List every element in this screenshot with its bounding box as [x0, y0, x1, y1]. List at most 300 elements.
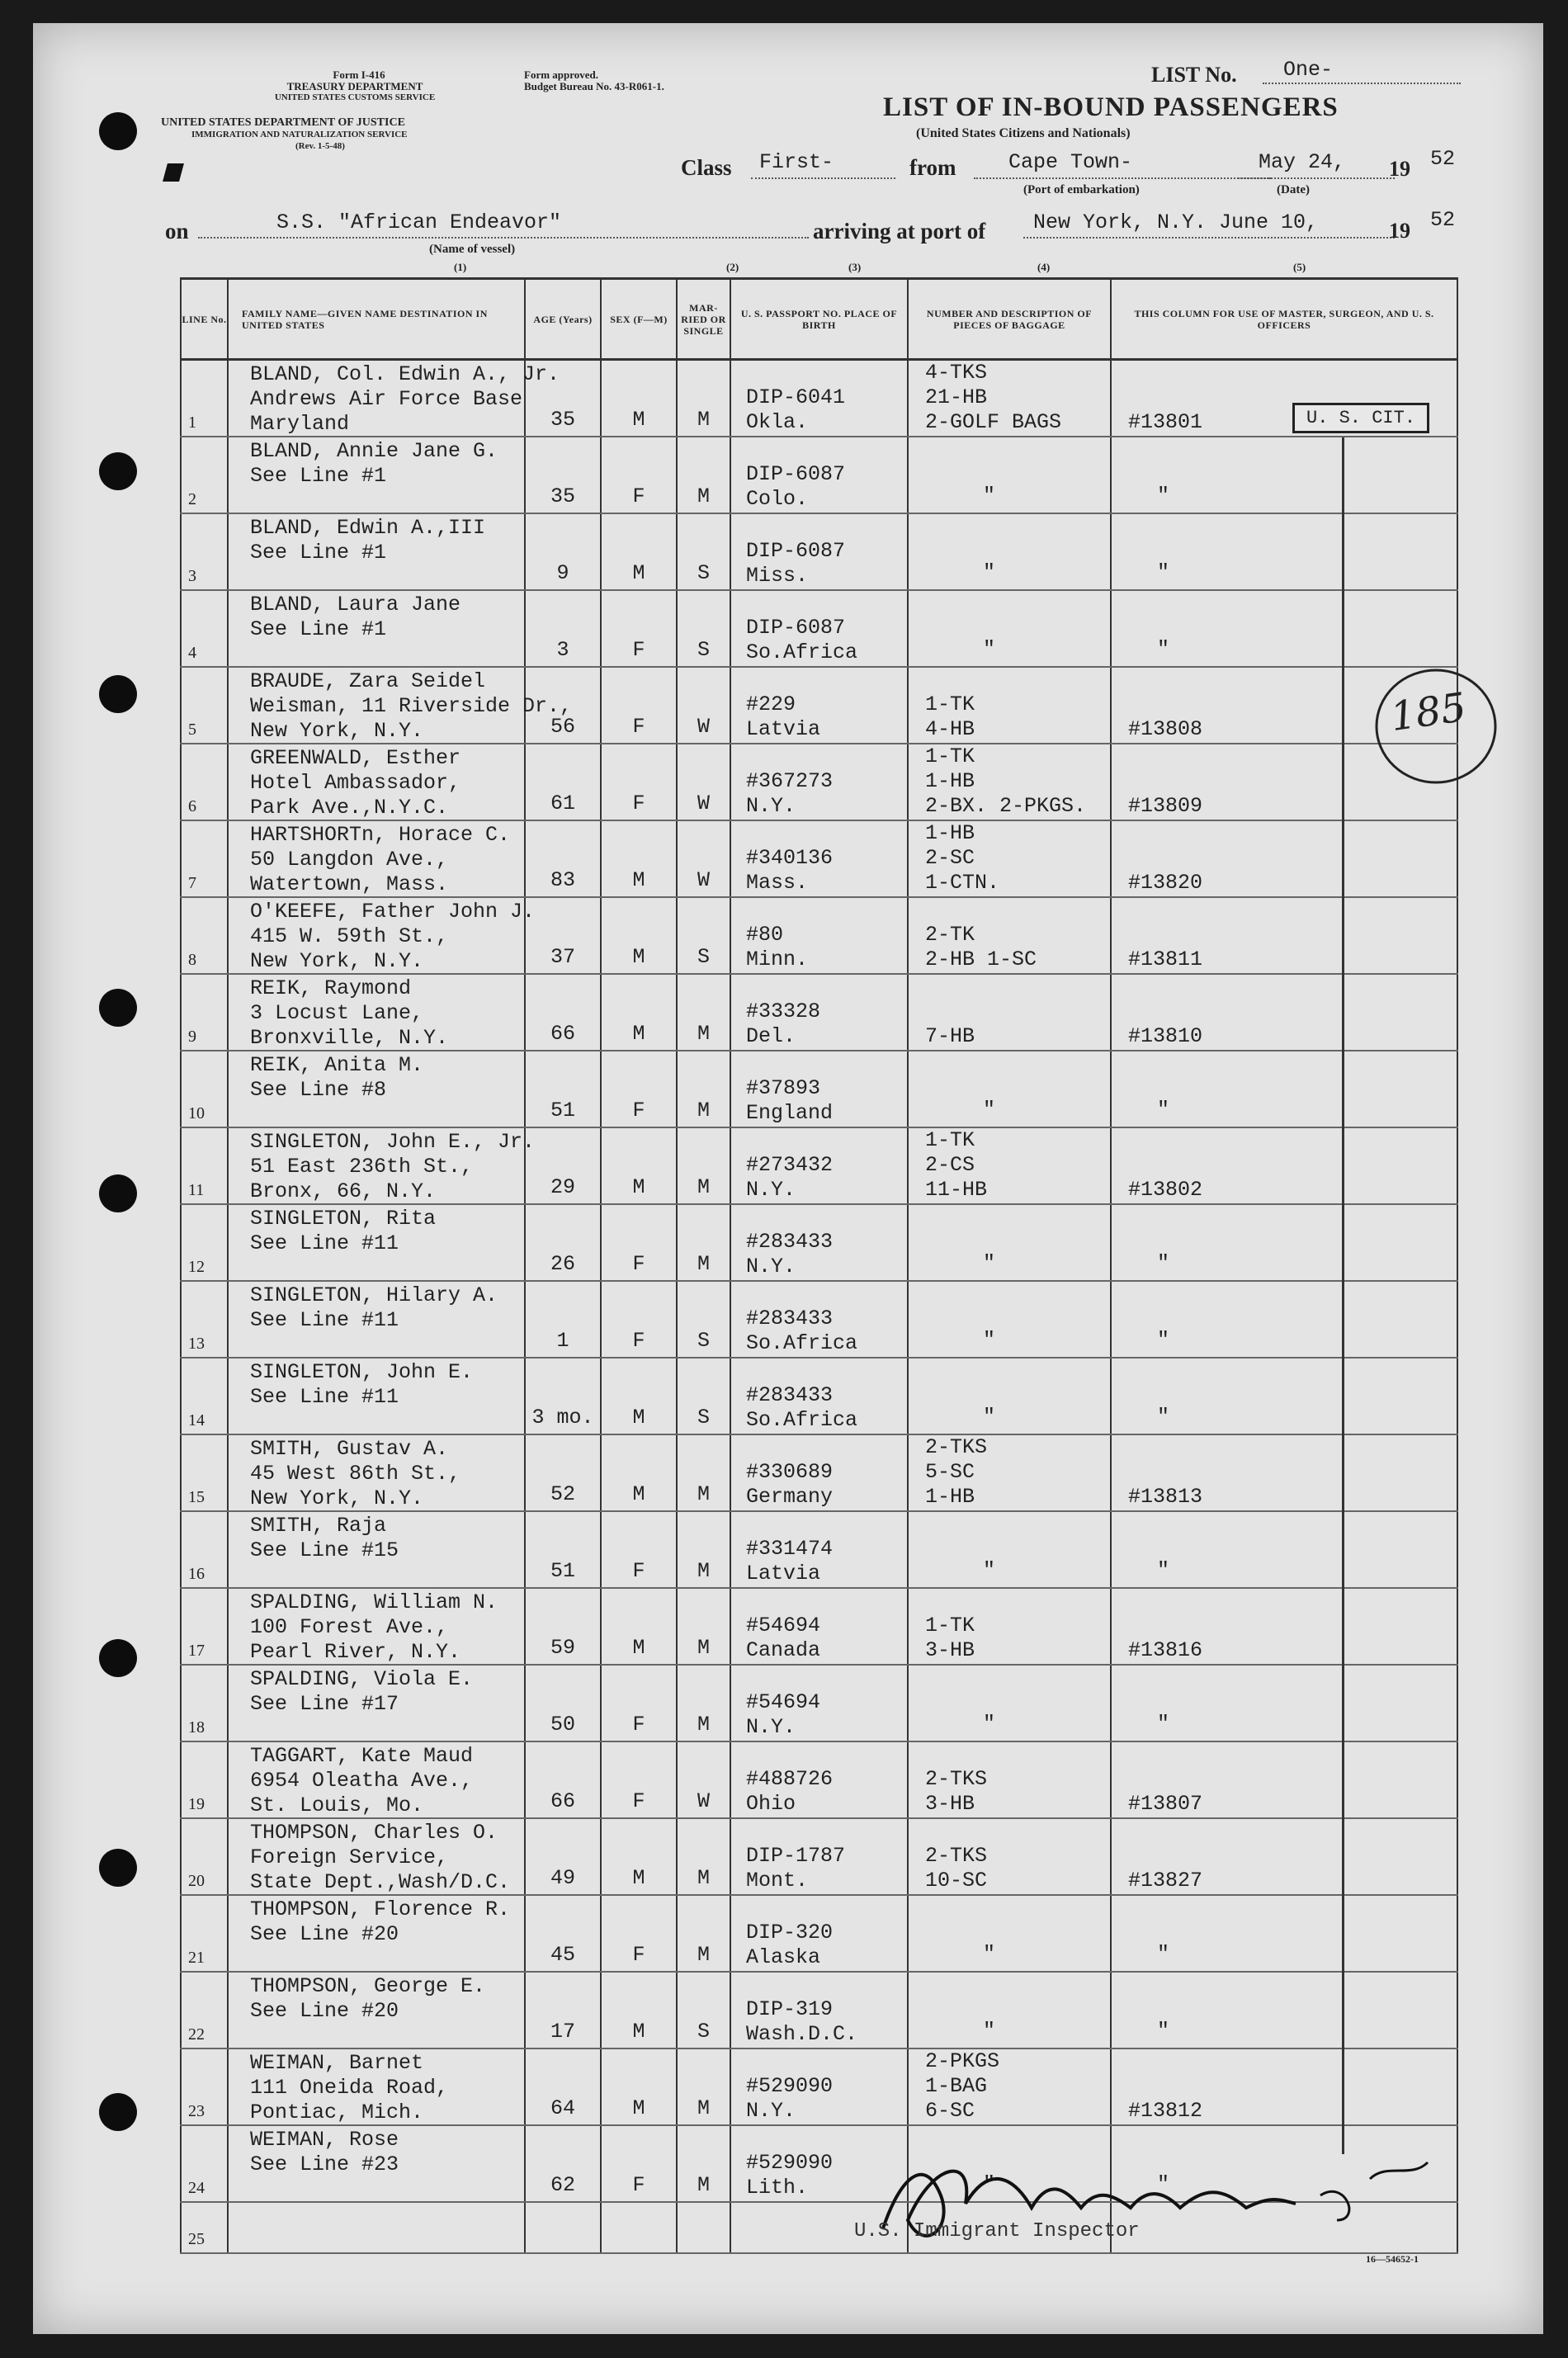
baggage-cell [908, 667, 1111, 744]
sex-value: M [632, 2020, 645, 2044]
marital-cell [677, 1434, 730, 1511]
table-row [181, 590, 1457, 667]
baggage-cell [908, 1818, 1111, 1895]
age-cell [525, 1127, 601, 1204]
sex-value: M [632, 868, 645, 892]
birthplace: Germany [746, 1485, 834, 1509]
sex-cell [601, 1511, 677, 1588]
baggage-line: " [983, 2172, 996, 2196]
officer-note: " [1157, 1405, 1170, 1429]
form-number: Form I-416 [333, 69, 385, 81]
line-number-cell [181, 360, 228, 437]
age-cell [525, 1895, 601, 1972]
table-row [181, 667, 1457, 744]
baggage-cell [908, 1741, 1111, 1818]
baggage-line: " [983, 1328, 996, 1352]
line-number: 11 [188, 1181, 205, 1199]
destination-line: See Line #23 [250, 2152, 399, 2176]
passport-number: DIP-6087 [746, 616, 846, 640]
sex-cell [601, 1358, 677, 1434]
officer-note: " [1157, 560, 1170, 584]
passport-number: #283433 [746, 1307, 834, 1330]
table-row [181, 1204, 1457, 1281]
age-value: 66 [550, 1789, 575, 1813]
col-header-baggage: NUMBER AND DESCRIPTION OF PIECES OF BAGGAGE [908, 279, 1111, 360]
marital-cell [677, 437, 730, 513]
line-number: 6 [188, 797, 196, 815]
sex-cell [601, 820, 677, 897]
marital-value: S [697, 2020, 710, 2044]
name-cell [228, 1204, 525, 1281]
destination-line: See Line #15 [250, 1538, 399, 1562]
sex-value: M [632, 945, 645, 969]
age-value: 56 [550, 715, 575, 739]
age-cell [525, 1358, 601, 1434]
baggage-line: 1-CTN. [925, 871, 1000, 895]
passport-number: #283433 [746, 1383, 834, 1407]
print-code: 16—54652-1 [1366, 2253, 1419, 2265]
officer-note: " [1157, 637, 1170, 661]
on-label: on [165, 219, 189, 243]
table-row [181, 360, 1457, 437]
passport-cell [730, 744, 908, 820]
officer-cell [1111, 1434, 1457, 1511]
age-cell [525, 1818, 601, 1895]
destination-line: 45 West 86th St., [250, 1462, 461, 1486]
passenger-name: WEIMAN, Rose [250, 2128, 399, 2152]
from-label: from [909, 155, 956, 180]
passport-number: #33328 [746, 999, 821, 1023]
age-value: 37 [550, 945, 575, 969]
line-number: 15 [188, 1488, 205, 1506]
age-value: 52 [550, 1482, 575, 1506]
officer-note: #13809 [1128, 794, 1203, 818]
destination-line: Pontiac, Mich. [250, 2100, 424, 2124]
passenger-name: THOMPSON, Florence R. [250, 1897, 511, 1921]
destination-line: See Line #11 [250, 1231, 399, 1255]
age-cell [525, 1281, 601, 1358]
age-value: 50 [550, 1713, 575, 1737]
destination-line: 6954 Oleatha Ave., [250, 1769, 474, 1793]
list-no-value: One- [1283, 58, 1334, 82]
baggage-line: " [983, 484, 996, 508]
baggage-cell [908, 1127, 1111, 1204]
table-row [181, 1665, 1457, 1741]
officer-note: #13816 [1128, 1638, 1203, 1662]
col-header-line-no: LINE No. [181, 279, 228, 360]
baggage-cell [908, 513, 1111, 590]
passport-number: #529090 [746, 2074, 834, 2098]
line-number: 4 [188, 644, 196, 662]
sex-cell [601, 1588, 677, 1665]
destination-line: Andrews Air Force Base [250, 387, 523, 411]
age-cell [525, 2202, 601, 2253]
passport-number: #529090 [746, 2151, 834, 2175]
passenger-name: BLAND, Laura Jane [250, 593, 461, 617]
marital-cell [677, 820, 730, 897]
sex-value: F [632, 1329, 645, 1353]
name-cell [228, 2048, 525, 2125]
passenger-name: BRAUDE, Zara Seidel [250, 669, 486, 693]
col-header-sex: SEX (F—M) [601, 279, 677, 360]
officer-note: " [1157, 2172, 1170, 2196]
passenger-name: REIK, Anita M. [250, 1053, 424, 1077]
birthplace: Alaska [746, 1945, 821, 1969]
birthplace: N.Y. [746, 2099, 796, 2123]
birthplace: So.Africa [746, 1331, 858, 1355]
marital-value: M [697, 484, 710, 508]
age-value: 61 [550, 792, 575, 815]
passenger-name: HARTSHORTn, Horace C. [250, 823, 511, 847]
officer-cell [1111, 1972, 1457, 2048]
destination-line: New York, N.Y. [250, 949, 424, 973]
passport-number: DIP-6087 [746, 539, 846, 563]
col-header-married: MAR-RIED OR SINGLE [677, 279, 730, 360]
baggage-line: 10-SC [925, 1869, 988, 1893]
destination-line: Pearl River, N.Y. [250, 1640, 461, 1664]
name-cell [228, 590, 525, 667]
officer-cell [1111, 1358, 1457, 1434]
sex-cell [601, 1972, 677, 2048]
marital-value: M [697, 1175, 710, 1199]
marital-cell [677, 974, 730, 1051]
age-cell [525, 667, 601, 744]
line-number: 14 [188, 1411, 205, 1429]
line-number-cell [181, 820, 228, 897]
baggage-cell [908, 1281, 1111, 1358]
officer-cell [1111, 1741, 1457, 1818]
sex-value: F [632, 1713, 645, 1737]
treasury-label: TREASURY DEPARTMENT [286, 80, 423, 92]
sex-value: M [632, 1022, 645, 1046]
sex-value: M [632, 1866, 645, 1890]
birthplace: Latvia [746, 717, 821, 741]
passenger-name: SPALDING, Viola E. [250, 1667, 474, 1691]
age-value: 9 [556, 561, 569, 585]
port-embarkation: Cape Town- [1008, 150, 1133, 174]
marital-value: M [697, 2096, 710, 2120]
destination-line: Weisman, 11 Riverside Dr., [250, 694, 573, 718]
marital-value: M [697, 1099, 710, 1122]
sex-cell [601, 590, 677, 667]
marital-value: M [697, 1713, 710, 1737]
birthplace: So.Africa [746, 640, 858, 664]
baggage-line: 1-HB [925, 1485, 975, 1509]
name-cell [228, 1818, 525, 1895]
sex-value: F [632, 1789, 645, 1813]
name-cell [228, 820, 525, 897]
marital-cell [677, 1051, 730, 1127]
line-number: 5 [188, 721, 196, 739]
marital-cell [677, 513, 730, 590]
passenger-name: REIK, Raymond [250, 976, 412, 1000]
date-line [1238, 177, 1395, 179]
line-number: 16 [188, 1565, 205, 1583]
col-header-name: FAMILY NAME—GIVEN NAME DESTINATION IN UNITED STATES [228, 279, 525, 360]
line-number: 19 [188, 1795, 205, 1813]
line-number: 9 [188, 1028, 196, 1046]
name-cell [228, 437, 525, 513]
marital-value: S [697, 638, 710, 662]
stamp-bracket-line [1342, 437, 1344, 2154]
passenger-name: SPALDING, William N. [250, 1590, 498, 1614]
circled-number-text: 185 [1387, 683, 1470, 741]
passenger-name: BLAND, Col. Edwin A., Jr. [250, 362, 560, 386]
name-cell [228, 360, 560, 437]
officer-cell [1111, 437, 1457, 513]
line-number-cell [181, 1434, 228, 1511]
age-cell [525, 974, 601, 1051]
sex-value: F [632, 792, 645, 815]
binder-hole [99, 989, 137, 1027]
age-cell [525, 1204, 601, 1281]
baggage-line: 2-TKS [925, 1435, 988, 1459]
marital-value: M [697, 1636, 710, 1660]
line-number: 1 [188, 413, 196, 432]
line-number-cell [181, 667, 228, 744]
passport-number: #80 [746, 923, 784, 947]
arrival-line [1023, 237, 1395, 239]
baggage-cell [908, 1204, 1111, 1281]
line-number-cell [181, 513, 228, 590]
col-num-2: (2) [726, 261, 739, 273]
destination-line: See Line #11 [250, 1385, 399, 1409]
officer-note: #13801 [1128, 410, 1203, 434]
passport-cell [730, 1588, 908, 1665]
officer-note: " [1157, 1942, 1170, 1966]
marital-cell [677, 667, 730, 744]
line-number: 13 [188, 1335, 205, 1353]
marital-cell [677, 2048, 730, 2125]
marital-cell [677, 1665, 730, 1741]
passenger-name: WEIMAN, Barnet [250, 2051, 424, 2075]
baggage-cell [908, 360, 1111, 437]
passport-number: #330689 [746, 1460, 834, 1484]
marital-value: S [697, 561, 710, 585]
sex-value: F [632, 715, 645, 739]
officer-note: #13827 [1128, 1869, 1203, 1893]
marital-value: M [697, 1482, 710, 1506]
marital-value: S [697, 1329, 710, 1353]
line-number-cell [181, 1051, 228, 1127]
list-no-label: LIST No. [1151, 63, 1237, 87]
baggage-line: 2-BX. 2-PKGS. [925, 794, 1087, 818]
line-number-cell [181, 1127, 228, 1204]
table-row [181, 1972, 1457, 2048]
vessel-line [198, 237, 809, 239]
destination-line: See Line #20 [250, 1922, 399, 1946]
baggage-line: 2-HB 1-SC [925, 947, 1037, 971]
baggage-line: 3-HB [925, 1638, 975, 1662]
age-cell [525, 1051, 601, 1127]
destination-line: New York, N.Y. [250, 719, 424, 743]
destination-line: 3 Locust Lane, [250, 1001, 424, 1025]
sex-value: F [632, 1559, 645, 1583]
port-caption: (Port of embarkation) [1023, 183, 1140, 196]
destination-line: Hotel Ambassador, [250, 771, 461, 795]
marital-cell [677, 744, 730, 820]
sex-value: F [632, 2173, 645, 2197]
passport-number: DIP-6087 [746, 462, 846, 486]
sex-cell [601, 2048, 677, 2125]
name-cell [228, 2202, 525, 2253]
port-line [974, 177, 1271, 179]
baggage-cell [908, 590, 1111, 667]
col-num-4: (4) [1037, 261, 1051, 273]
passenger-name: TAGGART, Kate Maud [250, 1744, 474, 1768]
marital-value: M [697, 1559, 710, 1583]
list-no-line [1263, 83, 1461, 84]
baggage-cell [908, 974, 1111, 1051]
officer-cell [1111, 897, 1457, 974]
passenger-name: SMITH, Raja [250, 1514, 387, 1538]
marital-cell [677, 590, 730, 667]
destination-line: See Line #1 [250, 464, 387, 488]
passport-cell [730, 974, 908, 1051]
binder-hole [99, 675, 137, 713]
marital-cell [677, 1741, 730, 1818]
col-header-officers: THIS COLUMN FOR USE OF MASTER, SURGEON, AND U. S. OFFICERS [1111, 279, 1457, 360]
age-value: 49 [550, 1866, 575, 1890]
year-prefix: 19 [1389, 157, 1410, 181]
line-number: 17 [188, 1642, 205, 1660]
baggage-cell [908, 1895, 1111, 1972]
passport-number: DIP-1787 [746, 1844, 846, 1868]
officer-cell [1111, 1511, 1457, 1588]
name-cell [228, 513, 525, 590]
passport-number: #54694 [746, 1690, 821, 1714]
baggage-line: 3-HB [925, 1792, 975, 1816]
name-cell [228, 1895, 525, 1972]
officer-cell [1111, 1204, 1457, 1281]
birthplace: England [746, 1101, 834, 1125]
sex-cell [601, 1818, 677, 1895]
line-number-cell [181, 590, 228, 667]
line-number: 7 [188, 874, 196, 892]
sex-value: M [632, 408, 645, 432]
line-number-cell [181, 1972, 228, 2048]
officer-note: " [1157, 1712, 1170, 1736]
age-cell [525, 744, 601, 820]
age-value: 64 [550, 2096, 575, 2120]
officer-cell [1111, 1051, 1457, 1127]
passport-cell [730, 1358, 908, 1434]
destination-line: 51 East 236th St., [250, 1155, 474, 1179]
officer-cell [1111, 590, 1457, 667]
class-label: Class [681, 155, 732, 180]
age-value: 35 [550, 484, 575, 508]
baggage-cell [908, 1051, 1111, 1127]
passport-cell [730, 820, 908, 897]
marital-cell [677, 360, 730, 437]
line-number-cell [181, 1588, 228, 1665]
binder-hole [99, 2093, 137, 2131]
form-approved: Form approved. [524, 69, 599, 81]
age-value: 29 [550, 1175, 575, 1199]
baggage-line: 2-GOLF BAGS [925, 410, 1062, 434]
passport-cell [730, 1665, 908, 1741]
line-number-cell [181, 897, 228, 974]
sex-cell [601, 744, 677, 820]
line-number-cell [181, 744, 228, 820]
destination-line: Park Ave.,N.Y.C. [250, 796, 449, 820]
passenger-name: SINGLETON, Hilary A. [250, 1283, 498, 1307]
baggage-line: 5-SC [925, 1460, 975, 1484]
vessel-caption: (Name of vessel) [429, 243, 516, 256]
baggage-line: 1-HB [925, 821, 975, 845]
sex-cell [601, 2125, 677, 2202]
baggage-cell [908, 1972, 1111, 2048]
binder-hole [99, 1174, 137, 1212]
passport-cell [730, 1204, 908, 1281]
destination-line: Bronxville, N.Y. [250, 1026, 449, 1050]
age-value: 51 [550, 1099, 575, 1122]
birthplace: Mass. [746, 871, 809, 895]
marital-value: S [697, 1406, 710, 1429]
sex-value: F [632, 1943, 645, 1967]
line-number: 20 [188, 1872, 205, 1890]
baggage-line: 4-TKS [925, 361, 988, 385]
birthplace: So.Africa [746, 1408, 858, 1432]
passport-cell [730, 1895, 908, 1972]
sex-cell [601, 1741, 677, 1818]
sex-cell [601, 1281, 677, 1358]
sex-value: F [632, 1252, 645, 1276]
line-number-cell [181, 1358, 228, 1434]
year-prefix-2: 19 [1389, 219, 1410, 243]
marital-cell [677, 1895, 730, 1972]
age-value: 17 [550, 2020, 575, 2044]
age-value: 3 [556, 638, 569, 662]
binder-hole [99, 112, 137, 150]
destination-line: State Dept.,Wash/D.C. [250, 1870, 511, 1894]
baggage-line: 2-TK [925, 923, 975, 947]
officer-cell [1111, 1818, 1457, 1895]
passport-number: #283433 [746, 1230, 834, 1254]
age-value: 66 [550, 1022, 575, 1046]
passport-number: #54694 [746, 1614, 821, 1637]
table-row [181, 1434, 1457, 1511]
marital-cell [677, 1204, 730, 1281]
baggage-cell [908, 1511, 1111, 1588]
age-value: 1 [556, 1329, 569, 1353]
table-row [181, 897, 1457, 974]
name-cell [228, 2125, 525, 2202]
baggage-line: " [983, 637, 996, 661]
marital-cell [677, 1972, 730, 2048]
table-row [181, 1511, 1457, 1588]
arriving-label: arriving at port of [813, 219, 986, 243]
destination-line: New York, N.Y. [250, 1486, 424, 1510]
sex-cell [601, 667, 677, 744]
destination-line: See Line #20 [250, 1999, 399, 2023]
officer-note: #13813 [1128, 1485, 1203, 1509]
marital-cell [677, 1358, 730, 1434]
age-value: 51 [550, 1559, 575, 1583]
marital-value: W [697, 715, 710, 739]
passport-cell [730, 513, 908, 590]
baggage-line: " [983, 1558, 996, 1582]
destination-line: 100 Forest Ave., [250, 1615, 449, 1639]
vessel-name: S.S. "African Endeavor" [276, 210, 562, 234]
name-cell [228, 974, 525, 1051]
officer-note: #13810 [1128, 1024, 1203, 1048]
sex-cell [601, 2202, 677, 2253]
destination-line: See Line #11 [250, 1308, 399, 1332]
year-value-2: 52 [1430, 208, 1456, 232]
marital-value: W [697, 1789, 710, 1813]
destination-line: Maryland [250, 412, 350, 436]
